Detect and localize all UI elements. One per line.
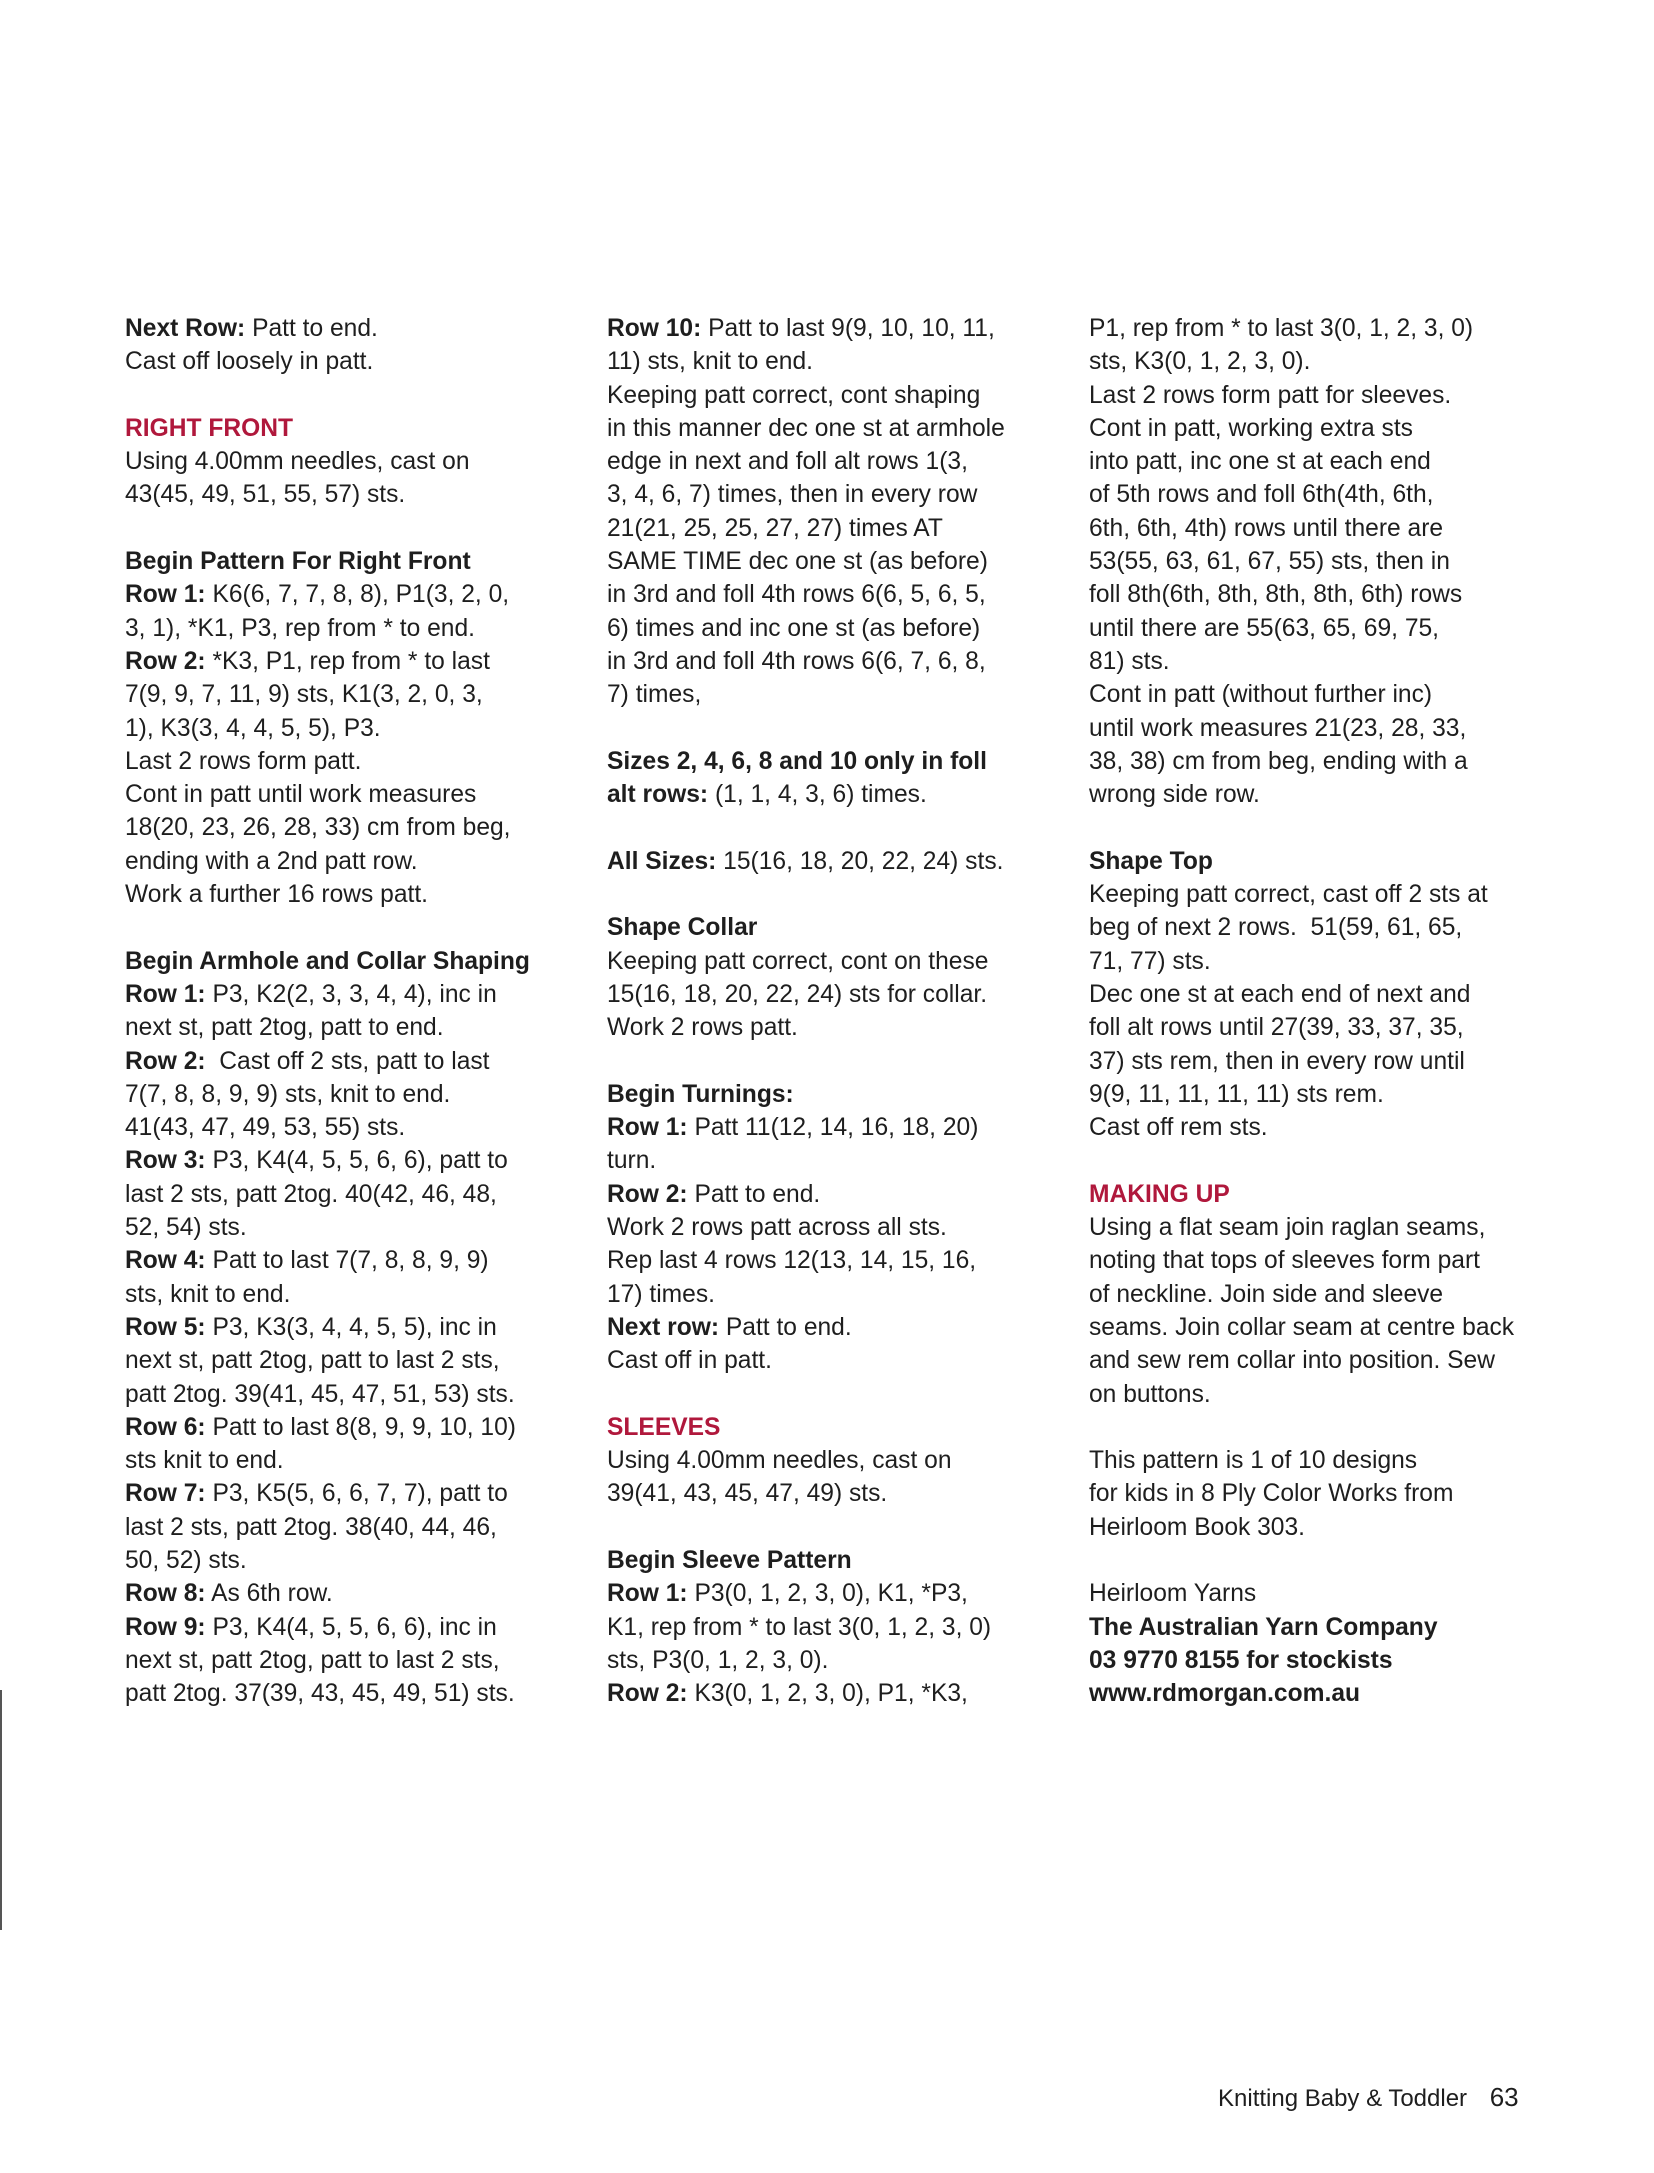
- body-text: ending with a 2nd patt row.: [125, 847, 418, 875]
- body-text: Patt 11(12, 14, 16, 18, 20): [687, 1114, 979, 1142]
- text-line: [125, 345, 580, 378]
- body-text: P3(0, 1, 2, 3, 0), K1, *P3,: [687, 1580, 968, 1608]
- body-text: K3(0, 1, 2, 3, 0), P1, *K3,: [687, 1680, 968, 1708]
- text-line: [1089, 745, 1544, 778]
- text-line: [607, 778, 1062, 811]
- text-line: [125, 1477, 580, 1510]
- bold-label: The Australian Yarn Company: [1089, 1613, 1438, 1641]
- section-heading: SLEEVES: [607, 1413, 721, 1441]
- text-line: [125, 1644, 580, 1677]
- body-text: P3, K3(3, 4, 4, 5, 5), inc in: [205, 1313, 497, 1341]
- spacer: [607, 1511, 1062, 1544]
- text-line: [1089, 1577, 1544, 1610]
- text-line: [125, 578, 580, 611]
- text-line: [1089, 1378, 1544, 1411]
- body-text: SAME TIME dec one st (as before): [607, 548, 988, 576]
- text-line: [1089, 1644, 1544, 1677]
- text-line: [1089, 1444, 1544, 1477]
- text-line: [607, 478, 1062, 511]
- page-footer: [1218, 2082, 1519, 2113]
- text-line: [125, 1244, 580, 1277]
- bold-label: Row 2:: [607, 1680, 688, 1708]
- text-line: [607, 412, 1062, 445]
- text-line: [607, 1244, 1062, 1277]
- bold-label: Row 2:: [607, 1180, 688, 1208]
- text-line: [125, 312, 580, 345]
- section-heading: RIGHT FRONT: [125, 414, 294, 442]
- text-line: [607, 545, 1062, 578]
- text-line: [1089, 1477, 1544, 1510]
- body-text: Patt to end.: [687, 1180, 821, 1208]
- body-text: Cast off in patt.: [607, 1347, 772, 1375]
- column-right: [1089, 312, 1544, 1710]
- body-text: Keeping patt correct, cont shaping: [607, 381, 981, 409]
- body-text: Cont in patt until work measures: [125, 781, 477, 809]
- body-text: Patt to last 9(9, 10, 10, 11,: [701, 315, 995, 342]
- bold-label: alt rows:: [607, 781, 709, 809]
- text-line: [1089, 1211, 1544, 1244]
- body-text: Patt to end.: [719, 1313, 852, 1341]
- body-text: 1), K3(3, 4, 4, 5, 5), P3.: [125, 714, 381, 742]
- text-line: [1089, 1344, 1544, 1377]
- text-line: [607, 1477, 1062, 1510]
- text-line: [1089, 712, 1544, 745]
- text-line: [607, 312, 1062, 345]
- text-line: [125, 1078, 580, 1111]
- body-text: until work measures 21(23, 28, 33,: [1089, 714, 1467, 742]
- section-heading: MAKING UP: [1089, 1180, 1230, 1208]
- text-line: [125, 1511, 580, 1544]
- body-text: (1, 1, 4, 3, 6) times.: [708, 781, 927, 809]
- body-text: next st, patt 2tog, patt to last 2 sts,: [125, 1347, 500, 1375]
- bold-label: Row 2:: [125, 647, 206, 675]
- text-line: [1089, 379, 1544, 412]
- bold-label: Row 3:: [125, 1147, 206, 1175]
- body-text: 39(41, 43, 45, 47, 49) sts.: [607, 1480, 888, 1508]
- text-line: [1089, 645, 1544, 678]
- body-text: P3, K4(4, 5, 5, 6, 6), patt to: [205, 1147, 508, 1175]
- bold-label: Row 1:: [607, 1580, 688, 1608]
- text-line: [1089, 778, 1544, 811]
- body-text: in this manner dec one st at armhole: [607, 414, 1005, 442]
- body-text: 15(16, 18, 20, 22, 24) sts for collar.: [607, 980, 988, 1008]
- body-text: beg of next 2 rows. 51(59, 61, 65,: [1089, 914, 1463, 942]
- body-text: Patt to end.: [245, 315, 378, 342]
- body-text: noting that tops of sleeves form part: [1089, 1247, 1480, 1275]
- text-line: [125, 978, 580, 1011]
- spacer: [607, 878, 1062, 911]
- text-line: [125, 1111, 580, 1144]
- bold-label: Row 5:: [125, 1313, 206, 1341]
- body-text: Patt to last 8(8, 9, 9, 10, 10): [205, 1413, 516, 1441]
- body-text: Work a further 16 rows patt.: [125, 881, 428, 909]
- body-text: Cast off 2 sts, patt to last: [205, 1047, 490, 1075]
- text-line: [125, 878, 580, 911]
- body-text: seams. Join collar seam at centre back: [1089, 1313, 1515, 1341]
- spacer: [607, 712, 1062, 745]
- text-line: [1089, 312, 1544, 345]
- body-text: foll alt rows until 27(39, 33, 37, 35,: [1089, 1014, 1464, 1042]
- text-line: [607, 1677, 1062, 1710]
- text-line: [607, 845, 1062, 878]
- text-line: [125, 1577, 580, 1610]
- text-line: [607, 345, 1062, 378]
- publication-title: Knitting Baby & Toddler: [1218, 2085, 1468, 2112]
- text-line: [125, 1278, 580, 1311]
- text-line: [125, 712, 580, 745]
- text-line: [1089, 512, 1544, 545]
- text-line: [1089, 1011, 1544, 1044]
- body-text: last 2 sts, patt 2tog. 38(40, 44, 46,: [125, 1513, 497, 1541]
- body-text: wrong side row.: [1089, 781, 1260, 809]
- text-line: [1089, 1244, 1544, 1277]
- text-line: [125, 1311, 580, 1344]
- text-line: [125, 1677, 580, 1710]
- text-line: [607, 1011, 1062, 1044]
- body-text: 9(9, 11, 11, 11, 11) sts rem.: [1089, 1080, 1384, 1108]
- body-text: sts, knit to end.: [125, 1280, 291, 1308]
- body-text: As 6th row.: [205, 1580, 333, 1608]
- body-text: 7) times,: [607, 681, 702, 709]
- text-line: [607, 978, 1062, 1011]
- text-line: [125, 1444, 580, 1477]
- text-line: [607, 1644, 1062, 1677]
- body-text: P1, rep from * to last 3(0, 1, 2, 3, 0): [1089, 315, 1474, 342]
- body-text: next st, patt 2tog, patt to last 2 sts,: [125, 1646, 500, 1674]
- text-line: [1089, 578, 1544, 611]
- body-text: K6(6, 7, 7, 8, 8), P1(3, 2, 0,: [205, 581, 510, 609]
- text-line: [607, 1144, 1062, 1177]
- body-text: 43(45, 49, 51, 55, 57) sts.: [125, 481, 406, 509]
- text-line: [125, 678, 580, 711]
- text-line: [125, 1344, 580, 1377]
- text-line: [607, 1111, 1062, 1144]
- text-line: [1089, 911, 1544, 944]
- text-line: [607, 512, 1062, 545]
- body-text: sts, P3(0, 1, 2, 3, 0).: [607, 1646, 829, 1674]
- margin-rule: [0, 1690, 2, 1930]
- spacer: [1089, 1544, 1544, 1577]
- body-text: 7(9, 9, 7, 11, 9) sts, K1(3, 2, 0, 3,: [125, 681, 483, 709]
- body-text: K1, rep from * to last 3(0, 1, 2, 3, 0): [607, 1613, 992, 1641]
- body-text: Cont in patt (without further inc): [1089, 681, 1433, 709]
- body-text: in 3rd and foll 4th rows 6(6, 7, 6, 8,: [607, 647, 986, 675]
- text-line: [1089, 945, 1544, 978]
- sub-heading: Shape Collar: [607, 914, 758, 942]
- body-text: Work 2 rows patt across all sts.: [607, 1214, 947, 1242]
- spacer: [607, 1045, 1062, 1078]
- bold-label: Row 2:: [125, 1047, 206, 1075]
- text-line: [125, 645, 580, 678]
- sub-heading: Begin Sleeve Pattern: [607, 1546, 852, 1574]
- bold-label: Sizes 2, 4, 6, 8 and 10 only in foll: [607, 747, 987, 775]
- text-line: [607, 379, 1062, 412]
- body-text: last 2 sts, patt 2tog. 40(42, 46, 48,: [125, 1180, 497, 1208]
- body-text: 6th, 6th, 4th) rows until there are: [1089, 514, 1444, 542]
- text-line: [1089, 345, 1544, 378]
- spacer: [1089, 1144, 1544, 1177]
- text-line: [1089, 1311, 1544, 1344]
- body-text: next st, patt 2tog, patt to end.: [125, 1014, 444, 1042]
- body-text: for kids in 8 Ply Color Works from: [1089, 1480, 1454, 1508]
- body-text: Keeping patt correct, cont on these: [607, 947, 989, 975]
- text-line: [1089, 545, 1544, 578]
- text-line: [607, 1577, 1062, 1610]
- body-text: This pattern is 1 of 10 designs: [1089, 1447, 1418, 1475]
- bold-label: Row 4:: [125, 1247, 206, 1275]
- text-line: [607, 1178, 1062, 1211]
- body-text: Work 2 rows patt.: [607, 1014, 798, 1042]
- body-text: 17) times.: [607, 1280, 715, 1308]
- bold-label: Row 6:: [125, 1413, 206, 1441]
- text-line: [125, 845, 580, 878]
- body-text: edge in next and foll alt rows 1(3,: [607, 448, 968, 476]
- text-line: [1089, 1511, 1544, 1544]
- text-line: [125, 1011, 580, 1044]
- text-line: [607, 578, 1062, 611]
- text-line: [1089, 478, 1544, 511]
- text-line: [125, 745, 580, 778]
- body-text: 18(20, 23, 26, 28, 33) cm from beg,: [125, 814, 511, 842]
- text-line: [1089, 878, 1544, 911]
- text-line: [607, 1611, 1062, 1644]
- body-text: Rep last 4 rows 12(13, 14, 15, 16,: [607, 1247, 977, 1275]
- spacer: [125, 911, 580, 944]
- page-number: 63: [1489, 2082, 1519, 2112]
- spacer: [1089, 811, 1544, 844]
- sub-heading: Begin Turnings:: [607, 1080, 794, 1108]
- body-text: *K3, P1, rep from * to last: [205, 647, 490, 675]
- body-text: of neckline. Join side and sleeve: [1089, 1280, 1444, 1308]
- bold-label: Row 1:: [607, 1114, 688, 1142]
- body-text: 81) sts.: [1089, 647, 1170, 675]
- body-text: Using 4.00mm needles, cast on: [607, 1447, 952, 1475]
- body-text: foll 8th(6th, 8th, 8th, 8th, 6th) rows: [1089, 581, 1463, 609]
- sub-heading: Begin Pattern For Right Front: [125, 548, 471, 576]
- body-text: Last 2 rows form patt.: [125, 747, 362, 775]
- body-text: sts, K3(0, 1, 2, 3, 0).: [1089, 348, 1311, 376]
- bold-label: Row 1:: [125, 980, 206, 1008]
- body-text: P3, K2(2, 3, 3, 4, 4), inc in: [205, 980, 497, 1008]
- body-text: 41(43, 47, 49, 53, 55) sts.: [125, 1114, 406, 1142]
- body-text: on buttons.: [1089, 1380, 1211, 1408]
- body-text: sts knit to end.: [125, 1447, 284, 1475]
- text-line: [607, 445, 1062, 478]
- body-text: Cast off loosely in patt.: [125, 348, 374, 376]
- text-line: [125, 1144, 580, 1177]
- text-line: [125, 445, 580, 478]
- body-text: of 5th rows and foll 6th(4th, 6th,: [1089, 481, 1434, 509]
- body-text: 21(21, 25, 25, 27, 27) times AT: [607, 514, 943, 542]
- body-text: 3, 4, 6, 7) times, then in every row: [607, 481, 978, 509]
- bold-label: All Sizes:: [607, 847, 717, 875]
- body-text: P3, K5(5, 6, 6, 7, 7), patt to: [205, 1480, 508, 1508]
- text-line: [607, 745, 1062, 778]
- text-line: [607, 645, 1062, 678]
- body-text: Heirloom Book 303.: [1089, 1513, 1305, 1541]
- text-line: [607, 612, 1062, 645]
- body-text: 15(16, 18, 20, 22, 24) sts.: [716, 847, 1004, 875]
- spacer: [1089, 1411, 1544, 1444]
- body-text: in 3rd and foll 4th rows 6(6, 5, 6, 5,: [607, 581, 986, 609]
- text-line: [125, 1378, 580, 1411]
- text-line: [125, 1611, 580, 1644]
- bold-label: 03 9770 8155 for stockists: [1089, 1646, 1393, 1674]
- text-line: [607, 1211, 1062, 1244]
- text-line: [1089, 1611, 1544, 1644]
- body-text: patt 2tog. 39(41, 45, 47, 51, 53) sts.: [125, 1380, 515, 1408]
- text-line: [1089, 1278, 1544, 1311]
- body-text: Using 4.00mm needles, cast on: [125, 448, 470, 476]
- body-text: Keeping patt correct, cast off 2 sts at: [1089, 881, 1488, 909]
- spacer: [607, 811, 1062, 844]
- spacer: [607, 1378, 1062, 1411]
- text-line: [125, 1211, 580, 1244]
- body-text: patt 2tog. 37(39, 43, 45, 49, 51) sts.: [125, 1680, 515, 1708]
- body-text: Dec one st at each end of next and: [1089, 980, 1471, 1008]
- spacer: [125, 379, 580, 412]
- text-line: [1089, 1677, 1544, 1710]
- bold-label: www.rdmorgan.com.au: [1089, 1680, 1361, 1708]
- body-text: Heirloom Yarns: [1089, 1580, 1257, 1608]
- text-line: [125, 1411, 580, 1444]
- text-line: [1089, 1045, 1544, 1078]
- body-text: 3, 1), *K1, P3, rep from * to end.: [125, 614, 475, 642]
- text-line: [1089, 1111, 1544, 1144]
- bold-label: Row 7:: [125, 1480, 206, 1508]
- column-middle: [607, 312, 1062, 1710]
- text-line: [607, 1444, 1062, 1477]
- text-line: [607, 1344, 1062, 1377]
- text-line: [125, 1045, 580, 1078]
- body-text: Cont in patt, working extra sts: [1089, 414, 1413, 442]
- text-line: [1089, 1078, 1544, 1111]
- bold-label: Row 9:: [125, 1613, 206, 1641]
- body-text: until there are 55(63, 65, 69, 75,: [1089, 614, 1440, 642]
- sub-heading: Begin Armhole and Collar Shaping: [125, 947, 530, 975]
- body-text: into patt, inc one st at each end: [1089, 448, 1431, 476]
- body-text: Using a flat seam join raglan seams,: [1089, 1214, 1486, 1242]
- body-text: P3, K4(4, 5, 5, 6, 6), inc in: [205, 1613, 497, 1641]
- body-text: 71, 77) sts.: [1089, 947, 1211, 975]
- bold-label: Row 8:: [125, 1580, 206, 1608]
- body-text: 7(7, 8, 8, 9, 9) sts, knit to end.: [125, 1080, 451, 1108]
- text-line: [607, 1278, 1062, 1311]
- body-text: and sew rem collar into position. Sew: [1089, 1347, 1495, 1375]
- text-line: [1089, 445, 1544, 478]
- text-line: [1089, 678, 1544, 711]
- text-line: [125, 612, 580, 645]
- body-text: 50, 52) sts.: [125, 1546, 247, 1574]
- text-line: [1089, 412, 1544, 445]
- bold-label: Row 10:: [607, 315, 702, 342]
- body-text: 6) times and inc one st (as before): [607, 614, 981, 642]
- bold-label: Row 1:: [125, 581, 206, 609]
- text-line: [607, 678, 1062, 711]
- text-line: [125, 1544, 580, 1577]
- bold-label: Next Row:: [125, 315, 246, 342]
- body-text: 37) sts rem, then in every row until: [1089, 1047, 1465, 1075]
- body-text: 53(55, 63, 61, 67, 55) sts, then in: [1089, 548, 1450, 576]
- spacer: [125, 512, 580, 545]
- body-text: turn.: [607, 1147, 657, 1175]
- body-text: Cast off rem sts.: [1089, 1114, 1268, 1142]
- text-line: [125, 778, 580, 811]
- text-line: [125, 478, 580, 511]
- text-line: [125, 811, 580, 844]
- column-left: [125, 312, 580, 1710]
- text-line: [1089, 978, 1544, 1011]
- body-text: 11) sts, knit to end.: [607, 348, 813, 376]
- text-line: [607, 945, 1062, 978]
- body-text: Last 2 rows form patt for sleeves.: [1089, 381, 1452, 409]
- bold-label: Next row:: [607, 1313, 720, 1341]
- body-text: 38, 38) cm from beg, ending with a: [1089, 747, 1468, 775]
- body-text: Patt to last 7(7, 8, 8, 9, 9): [205, 1247, 489, 1275]
- sub-heading: Shape Top: [1089, 847, 1213, 875]
- text-line: [1089, 612, 1544, 645]
- text-line: [125, 1178, 580, 1211]
- text-line: [607, 1311, 1062, 1344]
- body-text: 52, 54) sts.: [125, 1214, 247, 1242]
